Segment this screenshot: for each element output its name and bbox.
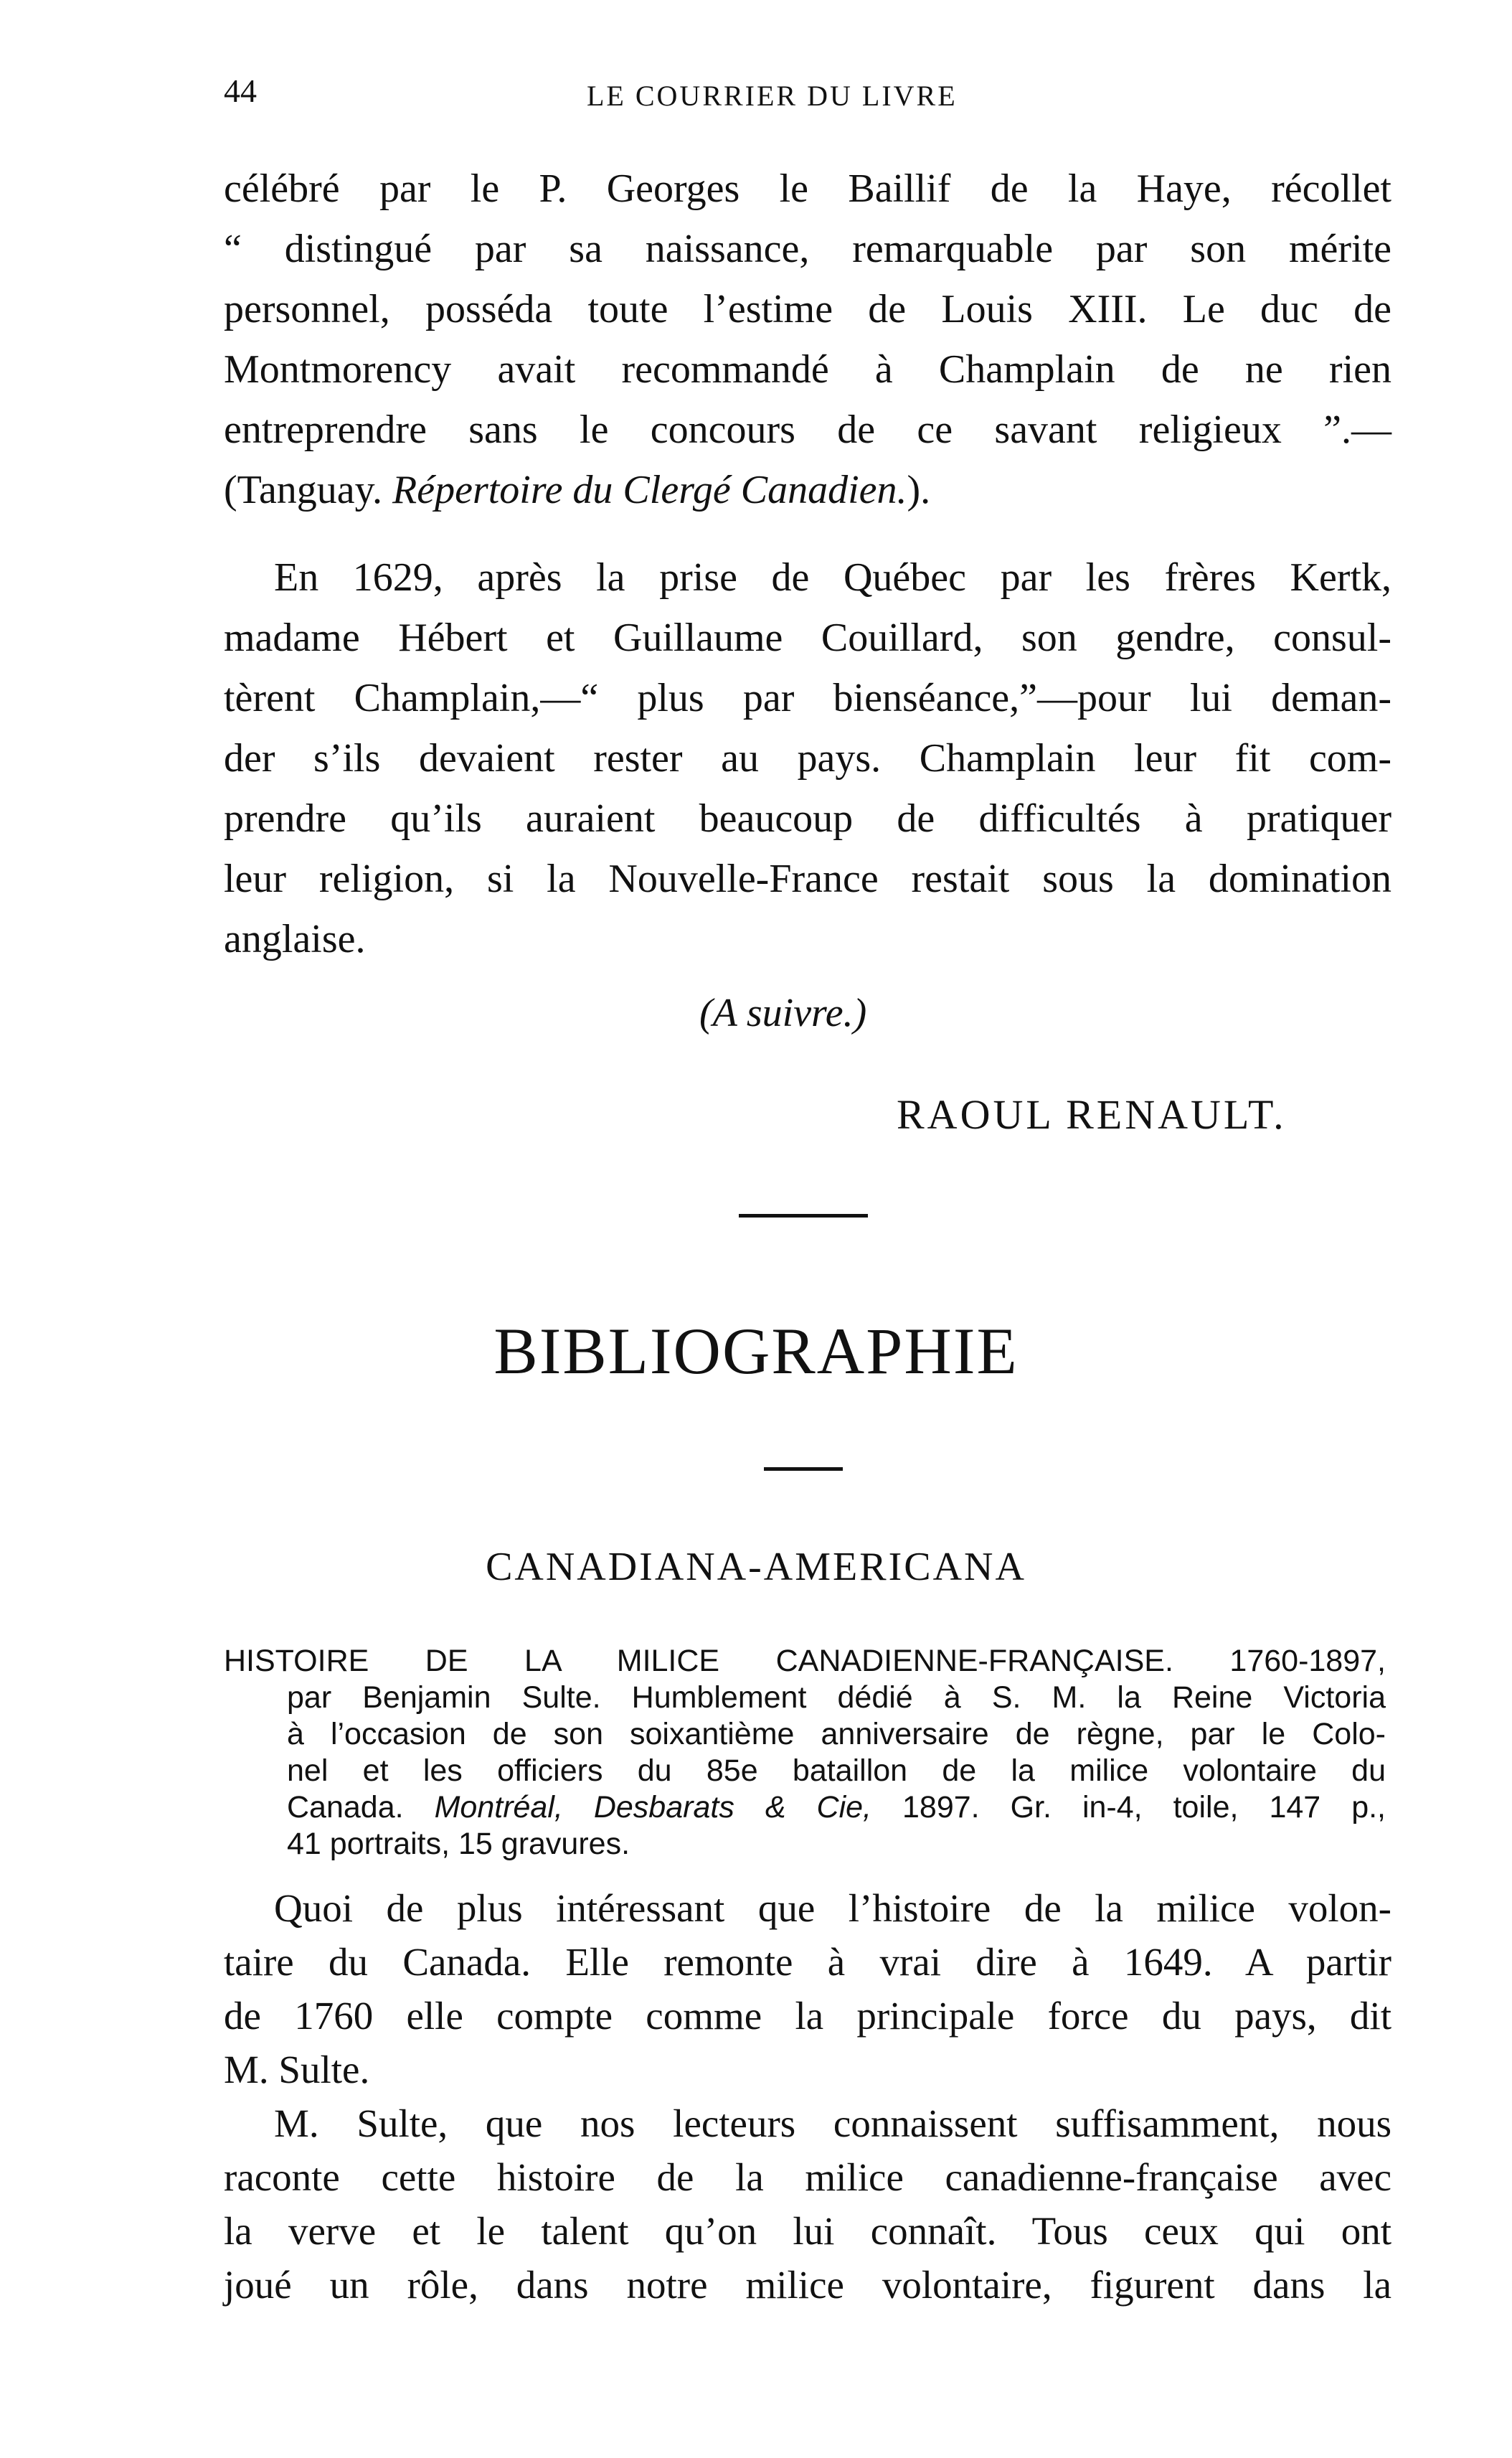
text-line: anglaise. [224,917,366,961]
publisher: Montréal, Desbarats & Cie, [434,1790,871,1824]
text-line: der s’ils devaient rester au pays. Champlain leur fit com- [224,736,1391,781]
bibliography-line: HISTOIRE DE LA MILICE CANADIENNE-FRANÇAISE. 1760-1897, [224,1644,1386,1678]
bibliography-publisher-line: Canada. Montréal, Desbarats & Cie, 1897. Gr. in-4, toile, 147 p., [287,1790,1386,1824]
text-line: raconte cette histoire de la milice canadienne-française avec [224,2155,1391,2199]
section-divider [739,1214,868,1218]
text-line: leur religion, si la Nouvelle-France restait sous la domination [224,857,1391,901]
bibliography-line: à l’occasion de son soixantième anniversaire de règne, par le Colo- [287,1717,1386,1751]
quote-source-title: Répertoire du Clergé Canadien. [392,468,907,512]
quote-source: (Tanguay. Répertoire du Clergé Canadien.). [224,468,931,512]
bibliography-line: par Benjamin Sulte. Humblement dédié à S. M. la Reine Victoria [287,1680,1386,1715]
text-line: madame Hébert et Guillaume Couillard, son gendre, consul- [224,616,1391,660]
text-line: entreprendre sans le concours de ce savant religieux ”.— [224,408,1391,452]
text-line: de 1760 elle compte comme la principale force du pays, dit [224,1994,1391,2038]
text-line: la verve et le talent qu’on lui connaît. Tous ceux qui ont [224,2209,1391,2253]
text-line: taire du Canada. Elle remonte à vrai dire à 1649. A partir [224,1940,1391,1984]
to-be-continued: (A suivre.) [699,991,867,1035]
text-line: Quoi de plus intéressant que l’histoire de la milice volon- [274,1886,1391,1930]
bibliography-line: nel et les officiers du 85e bataillon de la milice volontaire du [287,1753,1386,1788]
text-line: tèrent Champlain,—“ plus par bienséance,”—pour lui deman- [224,676,1391,720]
text-line: joué un rôle, dans notre milice volontaire, figurent dans la [224,2263,1391,2307]
section-title: BIBLIOGRAPHIE [493,1314,1019,1388]
bibliography-line: 41 portraits, 15 gravures. [287,1827,630,1861]
text-line: prendre qu’ils auraient beaucoup de difficultés à pratiquer [224,796,1391,841]
text-line: M. Sulte. [224,2048,370,2091]
text-line: En 1629, après la prise de Québec par les frères Kertk, [274,555,1391,600]
author-signature: RAOUL RENAULT. [897,1091,1287,1138]
text-line: personnel, posséda toute l’estime de Louis XIII. Le duc de [224,287,1391,331]
running-title: LE COURRIER DU LIVRE [587,80,958,112]
page-number: 44 [224,72,257,109]
text-line: M. Sulte, que nos lecteurs connaissent suffisamment, nous [274,2101,1391,2145]
subsection-title: CANADIANA-AMERICANA [486,1545,1026,1589]
title-divider [764,1467,843,1471]
text-line: célébré par le P. Georges le Baillif de la Haye, récollet [224,166,1391,211]
text-line: “ distingué par sa naissance, remarquable par son mérite [224,227,1391,271]
text-line: Montmorency avait recommandé à Champlain de ne rien [224,347,1391,392]
